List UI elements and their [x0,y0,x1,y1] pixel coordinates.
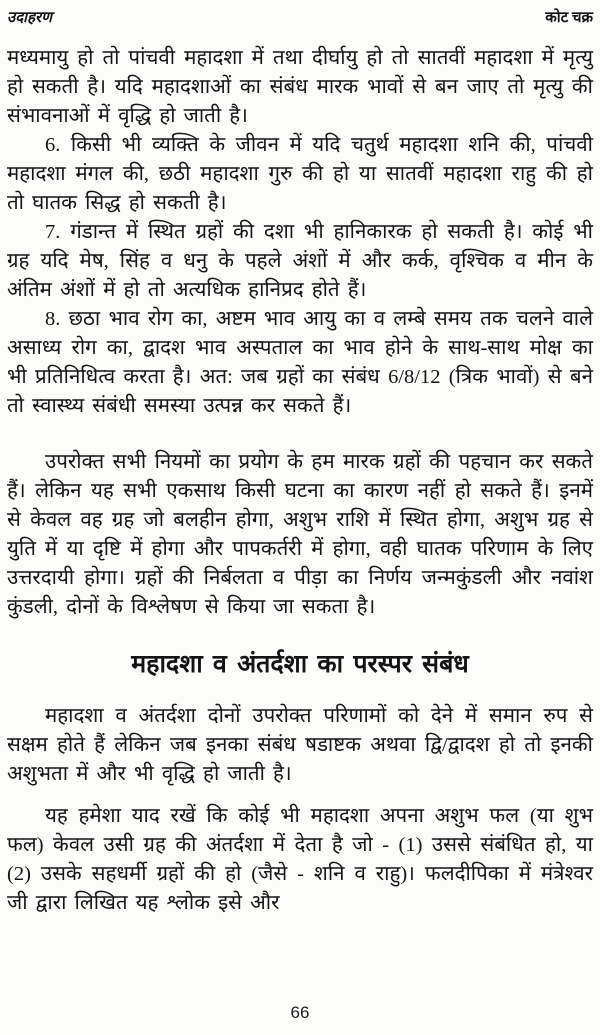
section-heading: महादशा व अंतर्दशा का परस्पर संबंध [131,651,469,678]
paragraph-item-6: 6. किसी भी व्यक्ति के जीवन में यदि चतुर्थ महादशा शनि की, पांचवी महादशा मंगल की, छठी महादशा गुरु की हो या सातवीं महादशा राहु की हो तो घातक सिद्ध हो सकती है। [7,134,593,214]
page-number: 66 [290,1003,310,1022]
paragraph-continuation: मध्यमायु हो तो पांचवी महादशा में तथा दीर्घायु हो तो सातवीं महादशा में मृत्यु हो सकती है। यदि महादशाओं का संबंध मारक भावों से बन जाए तो मृत्यु की संभावनाओं में वृद्धि हो जाती है। [7,47,593,127]
page-body [7,44,593,918]
paragraph-item-8: 8. छठा भाव रोग का, अष्टम भाव आयु का व लम्बे समय तक चलने वाले असाध्य रोग का, द्वादश भाव अस्पताल का भाव होने के साथ-साथ मोक्ष का भी प्रतिनिधित्व करता है। अत: जब ग्रहों का संबंध 6/8/12 (त्रिक भावों) से बने तो स्वास्थ्य संबंधी समस्या उत्पन्न कर सकते हैं। [7,308,593,417]
header-right-title: कोट चक्र [545,10,593,26]
paragraph-summary: उपरोक्त सभी नियमों का प्रयोग के हम मारक ग्रहों की पहचान कर सकते हैं। लेकिन यह सभी एकसाथ किसी घटना का कारण नहीं हो सकते हैं। इनमें से केवल वह ग्रह जो बलहीन होगा, अशुभ राशि में स्थित होगा, अशुभ ग्रह से युति में या दृष्टि में होगा और पापकर्तरी में होगा, वही घातक परिणाम के लिए उत्तरदायी होगा। ग्रहों की निर्बलता व पीड़ा का निर्णय जन्मकुंडली और नवांश कुंडली, दोनों के विश्लेषण से किया जा सकता है। [7,451,593,618]
running-header [7,8,593,28]
header-left-title: उदाहरण [7,10,53,26]
paragraph-item-7: 7. गंडान्त में स्थित ग्रहों की दशा भी हानिकारक हो सकती है। कोई भी ग्रह यदि मेष, सिंह व धनु के पहले अंशों में और कर्क, वृश्चिक व मीन के अंतिम अंशों में हो तो अत्यधिक हानिप्रद होते हैं। [7,221,593,301]
paragraph-mahadasha-antardasha: महादशा व अंतर्दशा दोनों उपरोक्त परिणामों को देने में समान रुप से सक्षम होते हैं लेकिन जब इनका संबंध षडाष्टक अथवा द्वि/द्वादश हो तो इनकी अशुभता में और भी वृद्धि हो जाती है। [7,705,593,785]
paragraph-remember-note: यह हमेशा याद रखें कि कोई भी महादशा अपना अशुभ फल (या शुभ फल) केवल उसी ग्रह की अंतर्दशा में देता है जो - (1) उससे संबंधित हो, या (2) उसके सहधर्मी ग्रहों की हो (जैसे - शनि व राहु)। फलदीपिका में मंत्रेश्वर जी द्वारा लिखित यह श्लोक इसे और [7,805,593,914]
page-footer [0,1003,600,1023]
